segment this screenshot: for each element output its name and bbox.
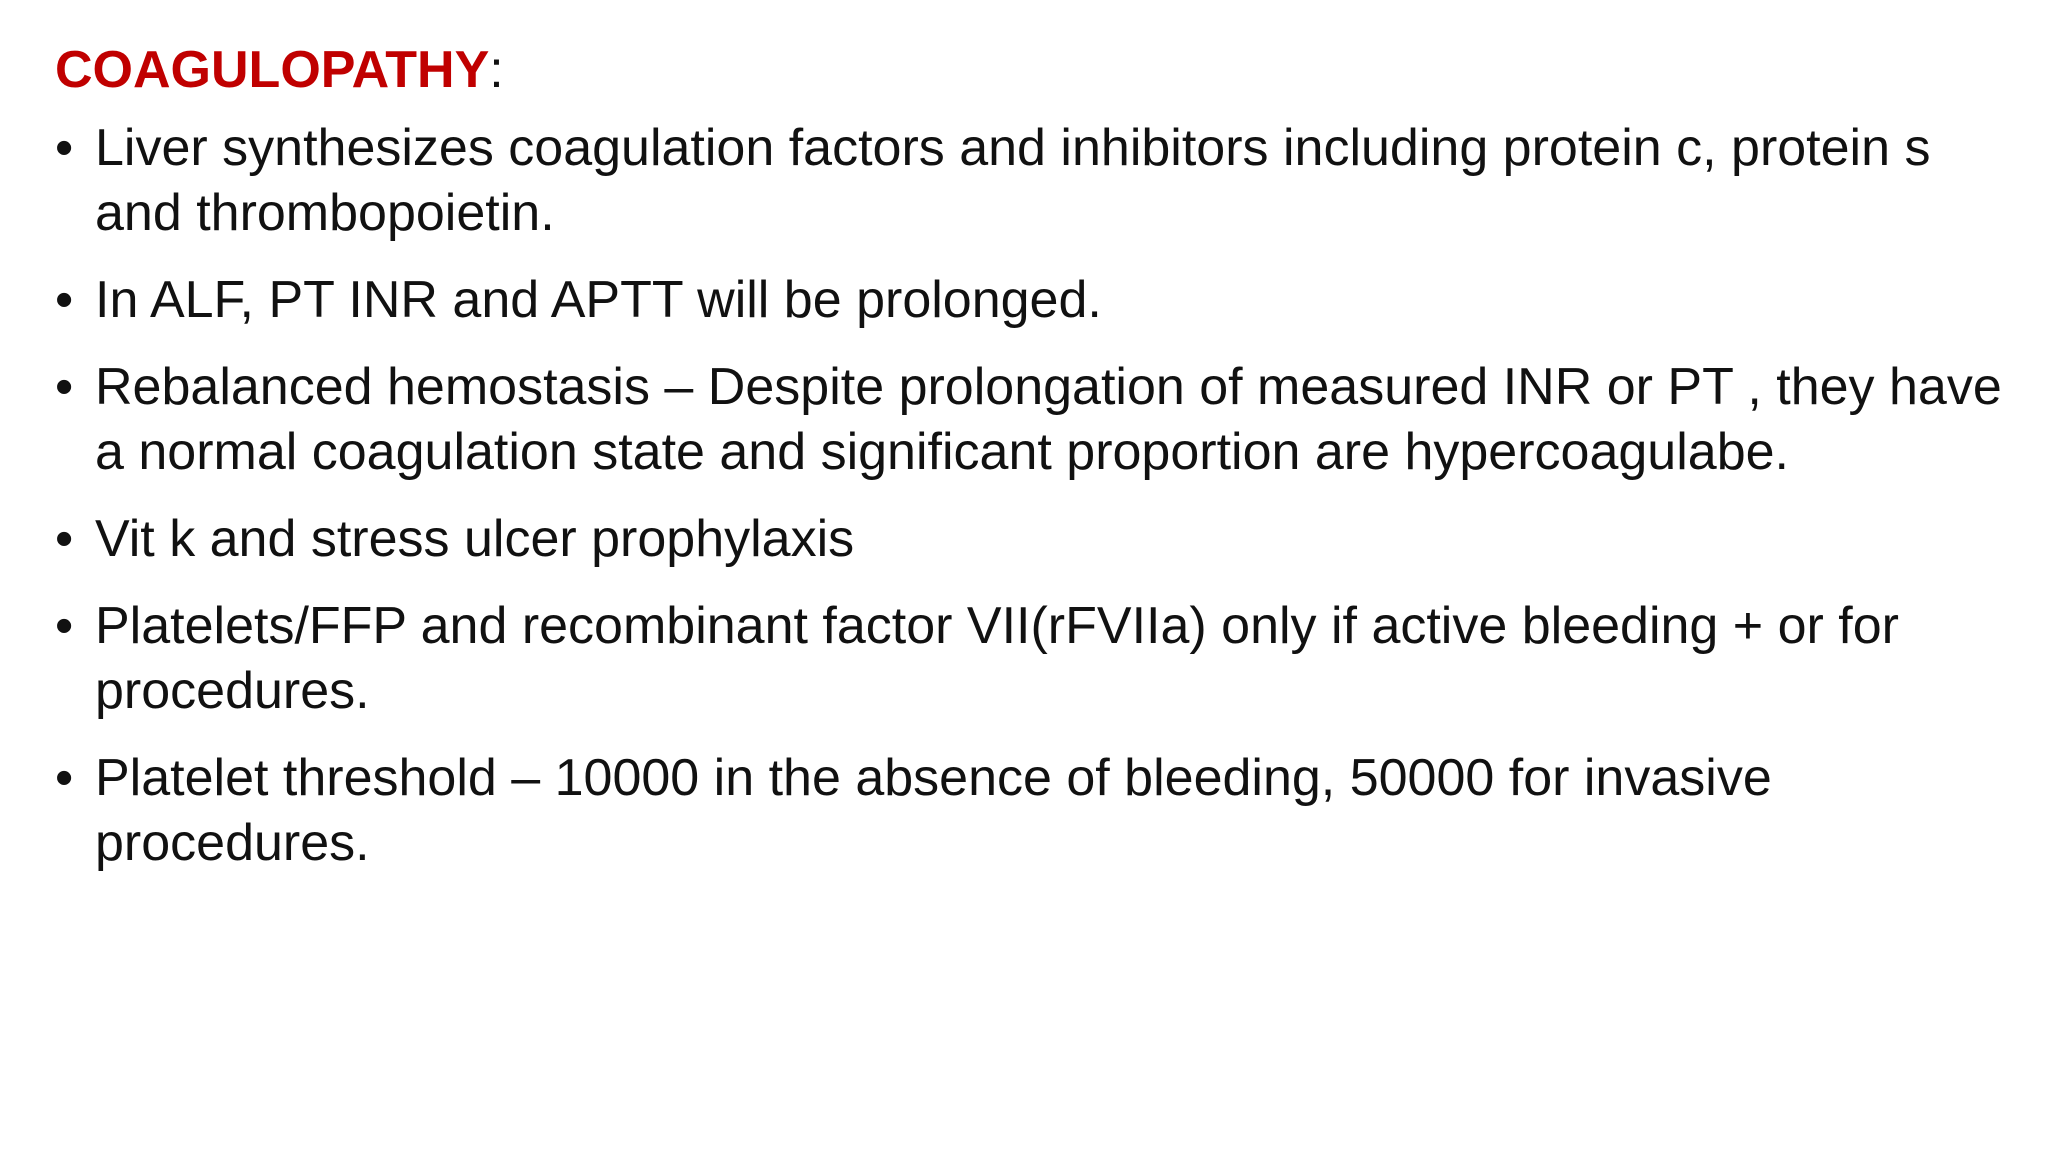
bullet-dot-icon: • xyxy=(55,597,74,655)
bullet-text: In ALF, PT INR and APTT will be prolonged. xyxy=(95,271,1102,329)
bullet-text: Platelet threshold – 10000 in the absence of bleeding, 50000 for invasive procedures. xyxy=(95,749,1772,872)
bullet-item-platelets-ffp xyxy=(55,594,2015,724)
bullet-dot-icon: • xyxy=(55,271,74,329)
title-heading: COAGULOPATHY xyxy=(55,41,490,99)
slide-title xyxy=(55,38,2015,102)
bullet-dot-icon: • xyxy=(55,119,74,177)
bullet-item-liver-synthesis xyxy=(55,116,2015,246)
bullet-text: Liver synthesizes coagulation factors and inhibitors including protein c, protein s and thrombopoietin. xyxy=(95,119,1931,242)
bullet-item-alf-prolonged xyxy=(55,268,2015,333)
bullet-dot-icon: • xyxy=(55,510,74,568)
bullet-text: Vit k and stress ulcer prophylaxis xyxy=(95,510,855,568)
bullet-item-platelet-threshold xyxy=(55,746,2015,876)
bullet-item-rebalanced-hemostasis xyxy=(55,355,2015,485)
slide xyxy=(55,38,2015,898)
bullet-list xyxy=(55,116,2015,876)
bullet-text: Rebalanced hemostasis – Despite prolongation of measured INR or PT , they have a normal coagulation state and significant proportion are hypercoagulabe. xyxy=(95,358,2002,481)
title-colon: : xyxy=(489,41,504,99)
bullet-dot-icon: • xyxy=(55,358,74,416)
bullet-text: Platelets/FFP and recombinant factor VII(rFVIIa) only if active bleeding + or for procedures. xyxy=(95,597,1899,720)
bullet-item-vit-k xyxy=(55,507,2015,572)
bullet-dot-icon: • xyxy=(55,749,74,807)
